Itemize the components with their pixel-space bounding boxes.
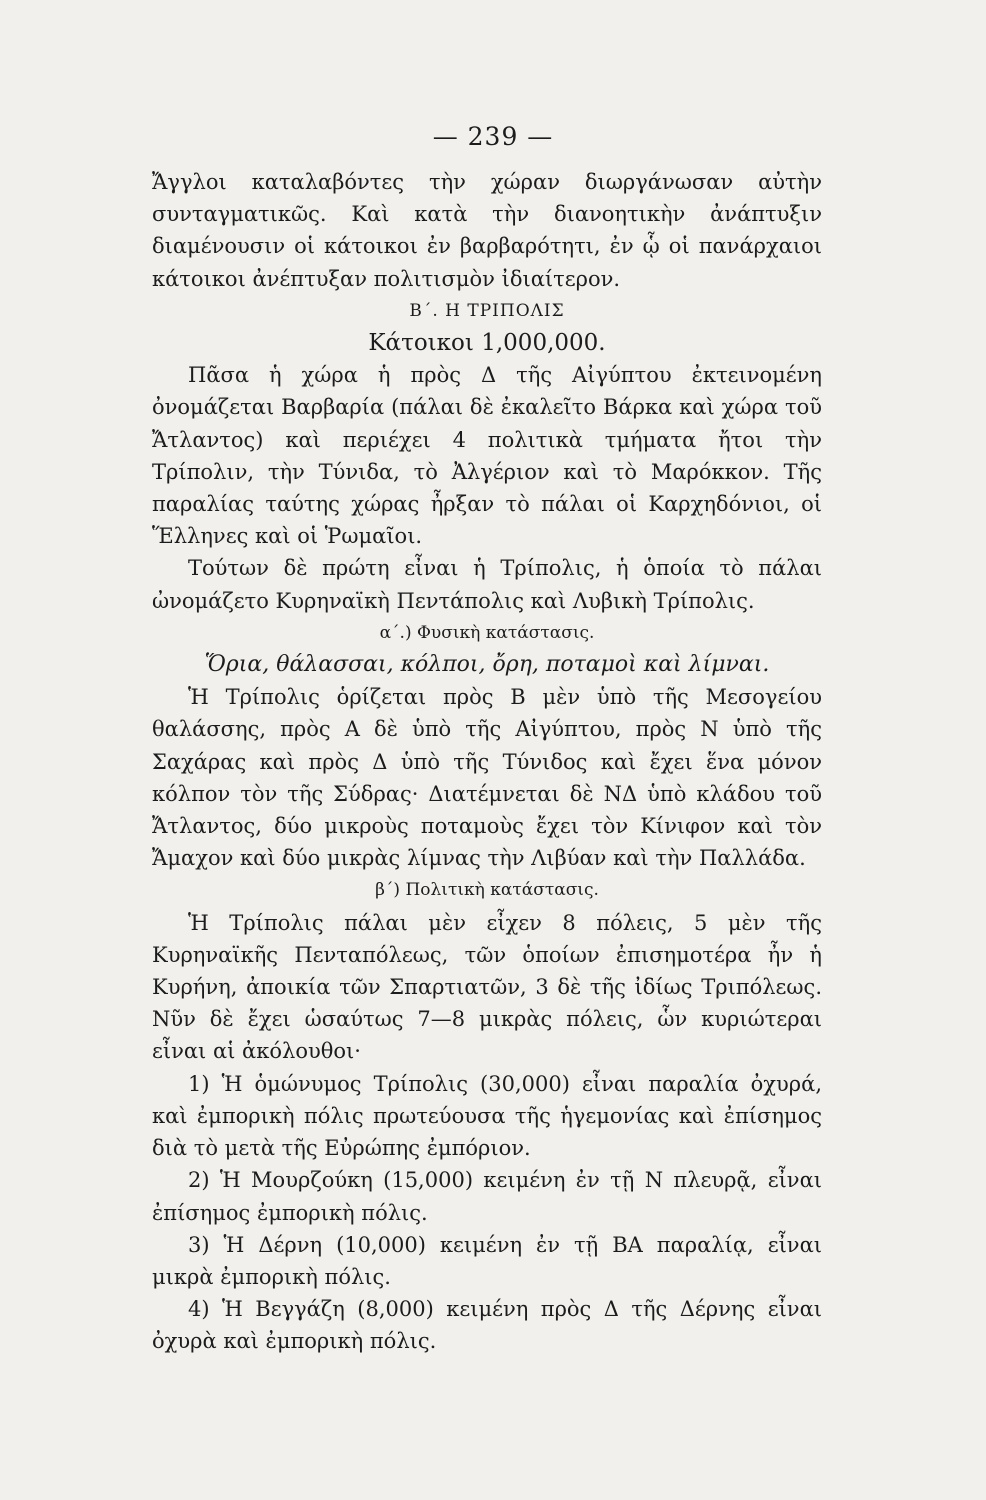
list-item-murzuk: 2) Ἡ Μουρζούκη (15,000) κειμένη ἐν τῇ Ν πλευρᾷ, εἶναι ἐπίσημος ἐμπορικὴ πόλις. bbox=[152, 1168, 822, 1225]
subsection-physical: α΄.) Φυσικὴ κατάστασις. bbox=[379, 622, 595, 643]
page-number: — 239 — bbox=[432, 122, 554, 151]
paragraph-barbaria: Πᾶσα ἡ χώρα ἡ πρὸς Δ τῆς Αἰγύπτου ἐκτεινομένη ὀνομάζεται Βαρβαρία (πάλαι δὲ ἐκαλεῖτο Βάρκα καὶ χώρα τοῦ Ἄτλαντος) καὶ περιέχει 4 πολιτικὰ τμήματα ἤτοι τὴν Τρίπολιν, τὴν Τύνιδα, τὸ Ἀλγέριον καὶ τὸ Μαρόκκον. Τῆς παραλίας ταύτης χώρας ἦρξαν τὸ πάλαι οἱ Καρχηδόνιοι, οἱ Ἕλληνες καὶ οἱ Ῥωμαῖοι. bbox=[152, 363, 822, 549]
subsection-physical-topics: Ὅρια, θάλασσαι, κόλποι, ὄρη, ποταμοὶ καὶ λίμναι. bbox=[204, 652, 770, 678]
paragraph-borders: Ἡ Τρίπολις ὁρίζεται πρὸς Β μὲν ὑπὸ τῆς Μεσογείου θαλάσσης, πρὸς Α δὲ ὑπὸ τῆς Αἰγύπτου, πρὸς Ν ὑπὸ τῆς Σαχάρας καὶ πρὸς Δ ὑπὸ τῆς Τύνιδος καὶ ἔχει ἕνα μόνον κόλπον τὸν τῆς Σύδρας· Διατέμνεται δὲ ΝΔ ὑπὸ κλάδου τοῦ Ἄτλαντος, δύο μικροὺς ποταμοὺς ἔχει τὸν Κίνιφον καὶ τὸν Ἄμαχον καὶ δύο μικρὰς λίμνας τὴν Λιβύαν καὶ τὴν Παλλάδα. bbox=[152, 685, 822, 871]
subsection-political: β΄) Πολιτικὴ κατάστασις. bbox=[375, 880, 599, 901]
section-title: Β΄. Η ΤΡΙΠΟΛΙΣ bbox=[409, 300, 565, 321]
intro-paragraph: Ἄγγλοι καταλαβόντες τὴν χώραν διωργάνωσαν αὐτὴν συνταγματικῶς. Καὶ κατὰ τὴν διανοητικὴν ἀνάπτυξιν διαμένουσιν οἱ κάτοικοι ἐν βαρβαρότητι, ἐν ᾧ οἱ πανάρχαιοι κάτοικοι ἀνέπτυξαν πολιτισμὸν ἰδιαίτερον. bbox=[152, 170, 822, 291]
list-item-tripoli: 1) Ἡ ὁμώνυμος Τρίπολις (30,000) εἶναι παραλία ὀχυρά, καὶ ἐμπορικὴ πόλις πρωτεύουσα τῆς ἡγεμονίας καὶ ἐπίσημος διὰ τὸ μετὰ τῆς Εὐρώπης ἐμπόριον. bbox=[152, 1071, 822, 1161]
page-body bbox=[152, 166, 822, 1358]
paragraph-cities: Ἡ Τρίπολις πάλαι μὲν εἶχεν 8 πόλεις, 5 μὲν τῆς Κυρηναϊκῆς Πενταπόλεως, τῶν ὁποίων ἐπισημοτέρα ἦν ἡ Κυρήνη, ἀποικία τῶν Σπαρτιατῶν, 3 δὲ τῆς ἰδίως Τριπόλεως. Νῦν δὲ ἔχει ὡσαύτως 7—8 μικρὰς πόλεις, ὧν κυριώτεραι εἶναι αἱ ἀκόλουθοι· bbox=[152, 910, 822, 1064]
population-line: Κάτοικοι 1,000,000. bbox=[368, 330, 606, 357]
list-item-benghazi: 4) Ἡ Βεγγάζη (8,000) κειμένη πρὸς Δ τῆς Δέρνης εἶναι ὀχυρὰ καὶ ἐμπορικὴ πόλις. bbox=[152, 1297, 822, 1354]
paragraph-tripoli: Τούτων δὲ πρώτη εἶναι ἡ Τρίπολις, ἡ ὁποία τὸ πάλαι ὠνομάζετο Κυρηναϊκὴ Πεντάπολις καὶ Λυβικὴ Τρίπολις. bbox=[152, 556, 822, 613]
list-item-derna: 3) Ἡ Δέρνη (10,000) κειμένη ἐν τῇ ΒΑ παραλίᾳ, εἶναι μικρὰ ἐμπορικὴ πόλις. bbox=[152, 1232, 822, 1289]
